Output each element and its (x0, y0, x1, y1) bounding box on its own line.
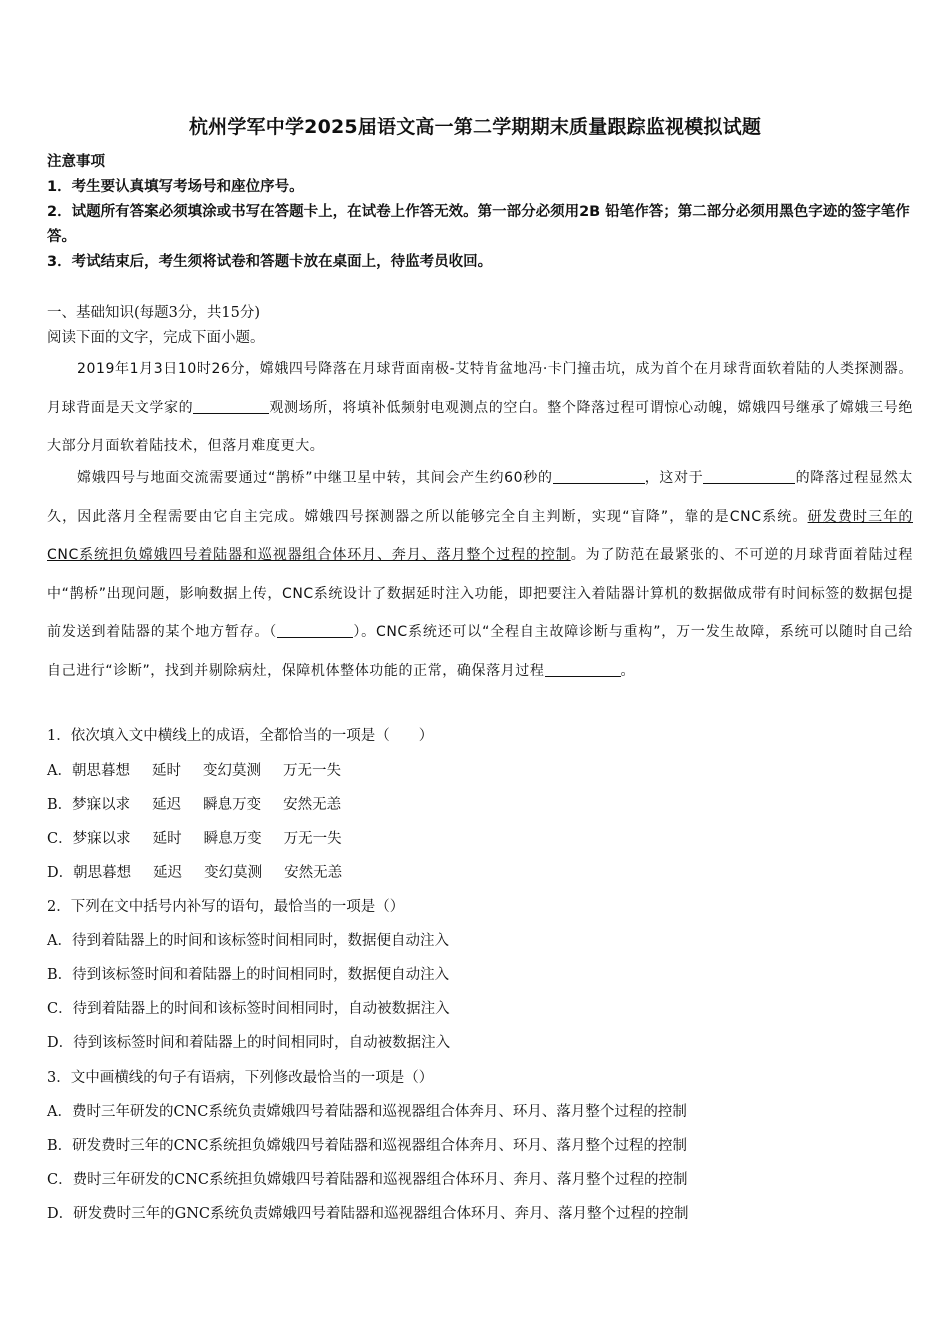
passage-text: ，这对于 (644, 470, 704, 486)
question-2-option-a: A．待到着陆器上的时间和该标签时间相同时，数据便自动注入 (47, 933, 449, 949)
question-3-option-a: A．费时三年研发的CNC系统负责嫦娥四号着陆器和巡视器组合体奔月、环月、落月整个过程的控制 (47, 1104, 687, 1120)
passage-text: 的降落过程显然太久，因此落月全程需要由它自主完成。嫦娥四号探测器之所以能够完全自主判断，实现“盲降”，靠的是CNC系统。 (47, 470, 913, 525)
option-word: 梦寐以求 (72, 831, 131, 847)
answer-blank (277, 621, 353, 638)
passage-paragraph-2 (47, 459, 913, 690)
option-word: 延时 (151, 763, 181, 779)
question-2-option-c: C．待到着陆器上的时间和该标签时间相同时，自动被数据注入 (47, 1001, 450, 1017)
question-2-option-d: D．待到该标签时间和着陆器上的时间相同时，自动被数据注入 (47, 1035, 451, 1051)
passage-text: 嫦娥四号与地面交流需要通过“鹊桥”中继卫星中转，其间会产生约60秒的 (77, 470, 553, 486)
answer-blank (545, 660, 621, 677)
notice-item-3: 3．考试结束后，考生须将试卷和答题卡放在桌面上，待监考员收回。 (47, 254, 493, 270)
answer-blank (703, 467, 795, 484)
exam-title: 杭州学军中学2025届语文高一第二学期期末质量跟踪监视模拟试题 (188, 116, 762, 138)
option-letter: A． (47, 763, 72, 779)
question-1-option-b (47, 793, 341, 814)
option-word: 安然无恙 (284, 865, 343, 881)
question-3-option-d: D．研发费时三年的GNC系统负责嫦娥四号着陆器和巡视器组合体环月、奔月、落月整个过程的控制 (47, 1206, 689, 1222)
question-2-option-b: B．待到该标签时间和着陆器上的时间相同时，数据便自动注入 (47, 967, 450, 983)
option-word: 变幻莫测 (204, 865, 263, 881)
passage-text: 。为了防范在最紧张的、不可逆的月球背面着陆过程中“鹊桥”出现问题，影响数据上传，CNC系统设计了数据延时注入功能，即把要注入着陆器计算机的数据做成带有时间标签的数据包提前发送到着陆器的某个地方暂存。（ (47, 547, 913, 640)
section-intro: 阅读下面的文字，完成下面小题。 (47, 330, 265, 346)
question-1-option-d (47, 861, 342, 882)
option-word: 朝思暮想 (71, 763, 130, 779)
notice-item-2: 2．试题所有答案必须填涂或书写在答题卡上，在试卷上作答无效。第一部分必须用2B 铅笔作答；第二部分必须用黑色字迹的签字笔作答。 (47, 204, 910, 245)
passage-text: 2019年1月3日10时26分，嫦娥四号降落在月球背面南极-艾特肯盆地冯·卡门撞击坑，成为首个在月球背面软着陆的人类探测器。月球背面是天文学家的 (47, 361, 913, 416)
option-word: 万无一失 (283, 831, 342, 847)
question-3-option-b: B．研发费时三年的CNC系统担负嫦娥四号着陆器和巡视器组合体奔月、环月、落月整个过程的控制 (47, 1138, 688, 1154)
option-letter: B． (47, 797, 73, 813)
underlined-sentence: 研发费时三年的CNC系统担负嫦娥四号着陆器和巡视器组合体环月、奔月、落月整个过程的控制 (47, 508, 913, 563)
option-word: 变幻莫测 (202, 763, 261, 779)
option-letter: D． (47, 865, 74, 881)
answer-blank (553, 467, 645, 484)
option-word: 梦寐以求 (72, 797, 131, 813)
option-word: 瞬息万变 (203, 797, 262, 813)
question-1-option-a (47, 759, 341, 780)
option-word: 安然无恙 (283, 797, 342, 813)
option-word: 朝思暮想 (73, 865, 132, 881)
passage-text: 观测场所，将填补低频射电观测点的空白。整个降落过程可谓惊心动魄，嫦娥四号继承了嫦娥三号绝大部分月面软着陆技术，但落月难度更大。 (47, 399, 913, 454)
notice-item-1: 1．考生要认真填写考场号和座位序号。 (47, 179, 304, 195)
passage-text: ）。CNC系统还可以“全程自主故障诊断与重构”，万一发生故障，系统可以随时自己给自己进行“诊断”，找到并剔除病灶，保障机体整体功能的正常，确保落月过程 (47, 624, 913, 679)
question-2-stem: 2．下列在文中括号内补写的语句，最恰当的一项是（） (47, 899, 405, 915)
answer-blank (193, 397, 269, 414)
option-letter: C． (47, 831, 73, 847)
notice-heading: 注意事项 (47, 154, 105, 170)
question-3-stem: 3．文中画横线的句子有语病，下列修改最恰当的一项是（） (47, 1070, 434, 1086)
passage-paragraph-1 (47, 350, 913, 466)
section-heading: 一、基础知识(每题3分，共15分) (47, 305, 260, 321)
passage-text: 。 (620, 662, 636, 679)
question-3-option-c: C．费时三年研发的CNC系统担负嫦娥四号着陆器和巡视器组合体环月、奔月、落月整个过程的控制 (47, 1172, 688, 1188)
question-1-stem: 1．依次填入文中横线上的成语，全都恰当的一项是（ ） (47, 728, 434, 744)
option-word: 瞬息万变 (203, 831, 262, 847)
option-word: 万无一失 (282, 763, 341, 779)
option-word: 延时 (152, 831, 182, 847)
option-word: 延迟 (152, 797, 182, 813)
question-1-option-c (47, 827, 342, 848)
option-word: 延迟 (153, 865, 183, 881)
